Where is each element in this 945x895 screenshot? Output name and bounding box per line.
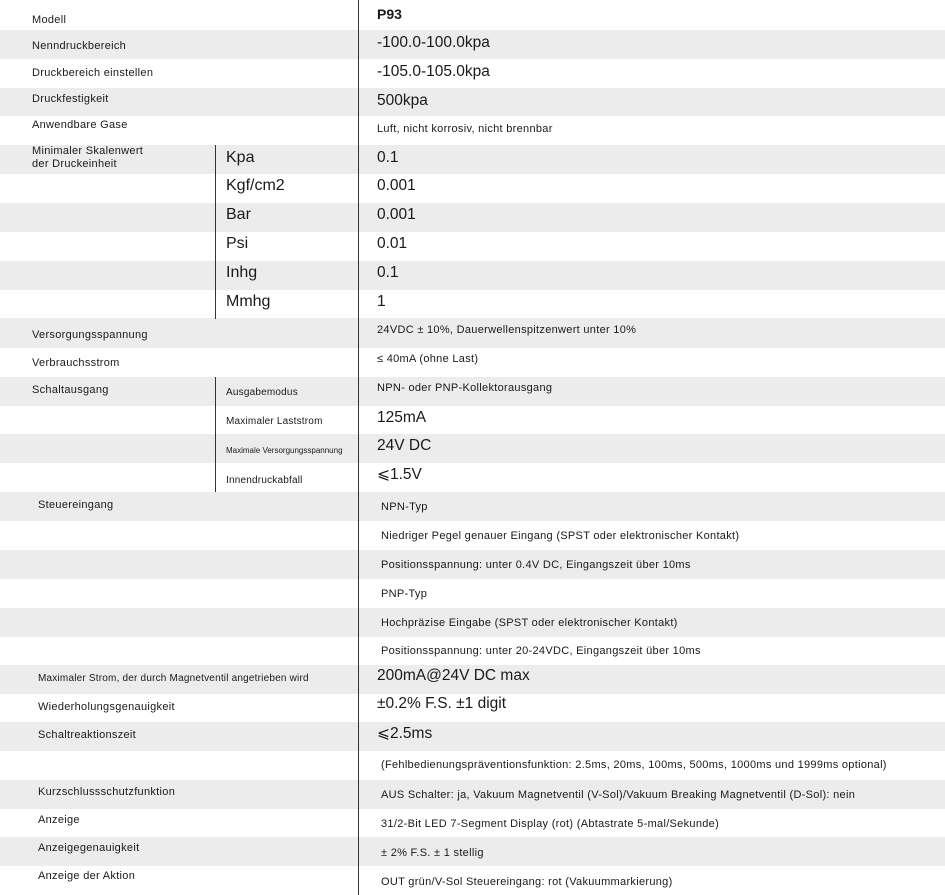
row-value: OUT grün/V-Sol Steuereingang: rot (Vakuummarkierung) [381, 876, 673, 888]
table-row [0, 59, 945, 88]
row-value: 0.001 [377, 206, 416, 223]
table-row [0, 722, 945, 751]
row-label: Maximaler Strom, der durch Magnetventil angetrieben wird [38, 673, 309, 684]
table-row [0, 348, 945, 377]
row-label: Anwendbare Gase [32, 119, 128, 131]
row-value: ⩽1.5V [377, 466, 422, 483]
table-row [0, 434, 945, 463]
row-value: PNP-Typ [381, 588, 428, 600]
row-sublabel: Mmhg [226, 293, 271, 310]
row-value: 24VDC ± 10%, Dauerwellenspitzenwert unter 10% [377, 324, 637, 336]
row-label: Druckfestigkeit [32, 93, 109, 105]
table-row [0, 0, 945, 30]
row-sublabel: Bar [226, 206, 251, 223]
table-row [0, 232, 945, 261]
row-label: Anzeige [38, 814, 80, 826]
row-value: 0.1 [377, 149, 399, 166]
row-value: 31/2-Bit LED 7-Segment Display (rot) (Abtastrate 5-mal/Sekunde) [381, 818, 720, 830]
column-divider [358, 0, 359, 895]
row-sublabel: Inhg [226, 264, 258, 281]
row-value: 24V DC [377, 437, 432, 454]
row-label: Schaltreaktionszeit [38, 729, 137, 741]
row-label: Druckbereich einstellen [32, 67, 154, 79]
row-value: 1 [377, 293, 386, 310]
row-value: Luft, nicht korrosiv, nicht brennbar [377, 123, 553, 135]
row-label: Modell [32, 14, 67, 26]
table-row [0, 694, 945, 722]
row-value: ±0.2% F.S. ±1 digit [377, 695, 507, 712]
table-row [0, 145, 945, 174]
row-value: -105.0-105.0kpa [377, 63, 490, 80]
table-row [0, 290, 945, 318]
table-row [0, 837, 945, 866]
table-row [0, 579, 945, 608]
row-label: Versorgungsspannung [32, 329, 148, 341]
table-row [0, 780, 945, 809]
subcolumn-divider [215, 145, 216, 319]
table-row [0, 406, 945, 434]
row-value: NPN- oder PNP-Kollektorausgang [377, 382, 553, 394]
table-row [0, 261, 945, 290]
table-row [0, 492, 945, 521]
row-value: -100.0-100.0kpa [377, 34, 490, 51]
row-sublabel: Kpa [226, 149, 255, 166]
row-value: ≤ 40mA (ohne Last) [377, 353, 479, 365]
row-value: 200mA@24V DC max [377, 667, 530, 684]
row-value: ± 2% F.S. ± 1 stellig [381, 847, 484, 859]
row-value: 125mA [377, 409, 427, 426]
row-value: NPN-Typ [381, 501, 428, 513]
row-value: 0.1 [377, 264, 399, 281]
table-row [0, 377, 945, 406]
row-label: Schaltausgang [32, 384, 109, 396]
row-value: 500kpa [377, 92, 428, 109]
table-row [0, 318, 945, 348]
table-row [0, 521, 945, 550]
row-sublabel: Ausgabemodus [226, 387, 298, 398]
row-sublabel: Kgf/cm2 [226, 177, 285, 194]
row-label: Nenndruckbereich [32, 40, 127, 52]
table-row [0, 550, 945, 579]
row-label: Anzeige der Aktion [38, 870, 136, 882]
row-sublabel: Maximale Versorgungsspannung [226, 446, 343, 455]
table-row [0, 203, 945, 232]
row-value: 0.001 [377, 177, 416, 194]
row-label: Anzeigegenauigkeit [38, 842, 140, 854]
table-row [0, 809, 945, 837]
row-sublabel: Maximaler Laststrom [226, 416, 323, 427]
table-row [0, 866, 945, 895]
row-value: (Fehlbedienungspräventionsfunktion: 2.5ms, 20ms, 100ms, 500ms, 1000ms und 1999ms optional) [381, 759, 887, 771]
row-value: 0.01 [377, 235, 408, 252]
row-label: Verbrauchsstrom [32, 357, 120, 369]
row-label: Minimaler Skalenwert der Druckeinheit [32, 145, 144, 170]
table-row [0, 30, 945, 59]
subcolumn-divider [215, 377, 216, 492]
table-row [0, 608, 945, 637]
row-label: Wiederholungsgenauigkeit [38, 701, 175, 713]
row-value: Positionsspannung: unter 20-24VDC, Eingangszeit über 10ms [381, 645, 701, 657]
table-row [0, 463, 945, 492]
table-row [0, 751, 945, 780]
row-value: AUS Schalter: ja, Vakuum Magnetventil (V-Sol)/Vakuum Breaking Magnetventil (D-Sol): nein [381, 789, 856, 801]
table-row [0, 88, 945, 116]
row-value: P93 [377, 6, 402, 22]
row-value: ⩽2.5ms [377, 725, 433, 742]
table-row [0, 174, 945, 203]
row-value: Niedriger Pegel genauer Eingang (SPST oder elektronischer Kontakt) [381, 530, 740, 542]
row-value: Hochpräzise Eingabe (SPST oder elektronischer Kontakt) [381, 617, 678, 629]
row-label: Kurzschlussschutzfunktion [38, 786, 176, 798]
row-sublabel: Psi [226, 235, 249, 252]
table-row [0, 116, 945, 145]
row-value: Positionsspannung: unter 0.4V DC, Eingangszeit über 10ms [381, 559, 691, 571]
row-sublabel: Innendruckabfall [226, 475, 303, 486]
table-row [0, 665, 945, 694]
table-row [0, 637, 945, 665]
row-label: Steuereingang [38, 499, 114, 511]
